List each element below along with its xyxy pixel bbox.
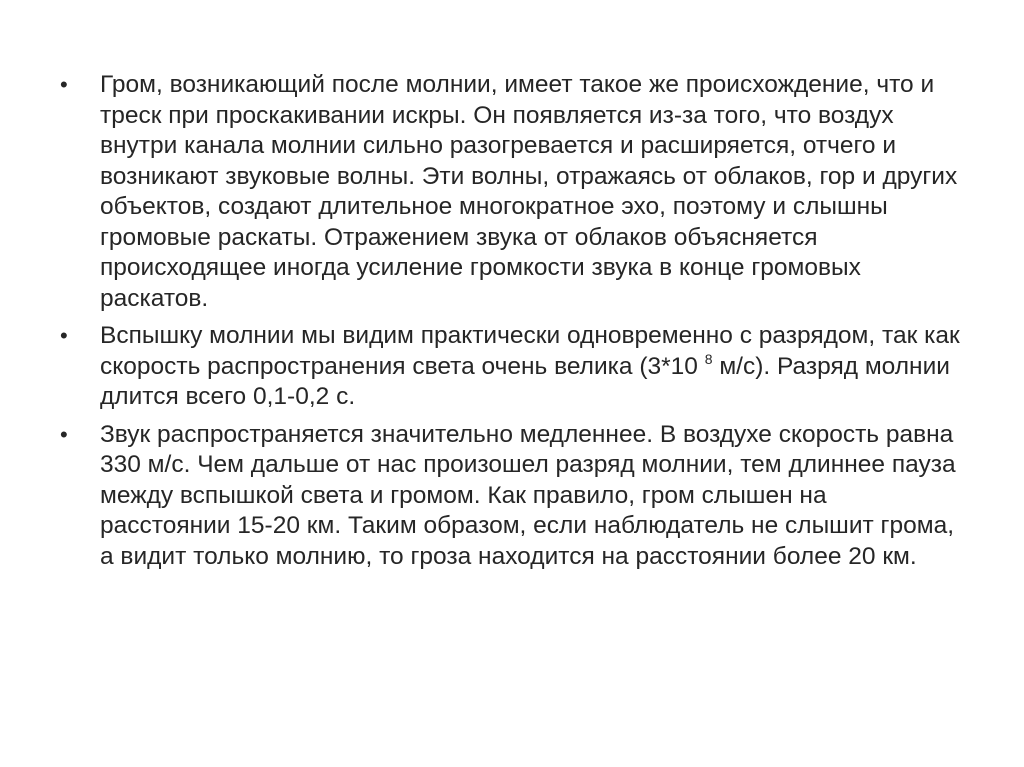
bullet-icon: • <box>60 421 68 447</box>
bullet-list <box>60 70 960 579</box>
bullet-icon: • <box>60 323 68 348</box>
bullet-icon: • <box>60 72 68 97</box>
bullet-item-lightning-flash <box>60 321 960 413</box>
bullet-text-part-1: Вспышку молнии мы видим практически одновременно с разрядом, так как скорость распространения света очень велика (3*10 <box>100 322 960 380</box>
bullet-text-part-2: м/с). Разряд молнии длится всего 0,1-0,2 с. <box>100 352 950 410</box>
superscript-exponent: 8 <box>704 350 713 367</box>
bullet-text: Звук распространяется значительно медленнее. В воздухе скорость равна 330 м/с. Чем дальше от нас произошел разряд молнии, тем длиннее пауза между вспышкой света и громом. Как правило, гром слышен на расстоянии 15-20 км. Таким образом, если наблюдатель не слышит грома, а видит только молнию, то гроза находится на расстоянии более 20 км. <box>100 420 956 570</box>
bullet-item-sound-speed <box>60 420 960 573</box>
bullet-text: Гром, возникающий после молнии, имеет такое же происхождение, что и треск при проскакивании искры. Он появляется из-за того, что воздух внутри канала молнии сильно разогревается и расширяется, отчего и возникают звуковые волны. Эти волны, отражаясь от облаков, гор и других объектов, создают длительное многократное эхо, поэтому и слышны громовые раскаты. Отражением звука от облаков объясняется происходящее иногда усиление громкости звука в конце громовых раскатов. <box>100 71 958 312</box>
bullet-item-thunder-origin <box>60 70 960 314</box>
